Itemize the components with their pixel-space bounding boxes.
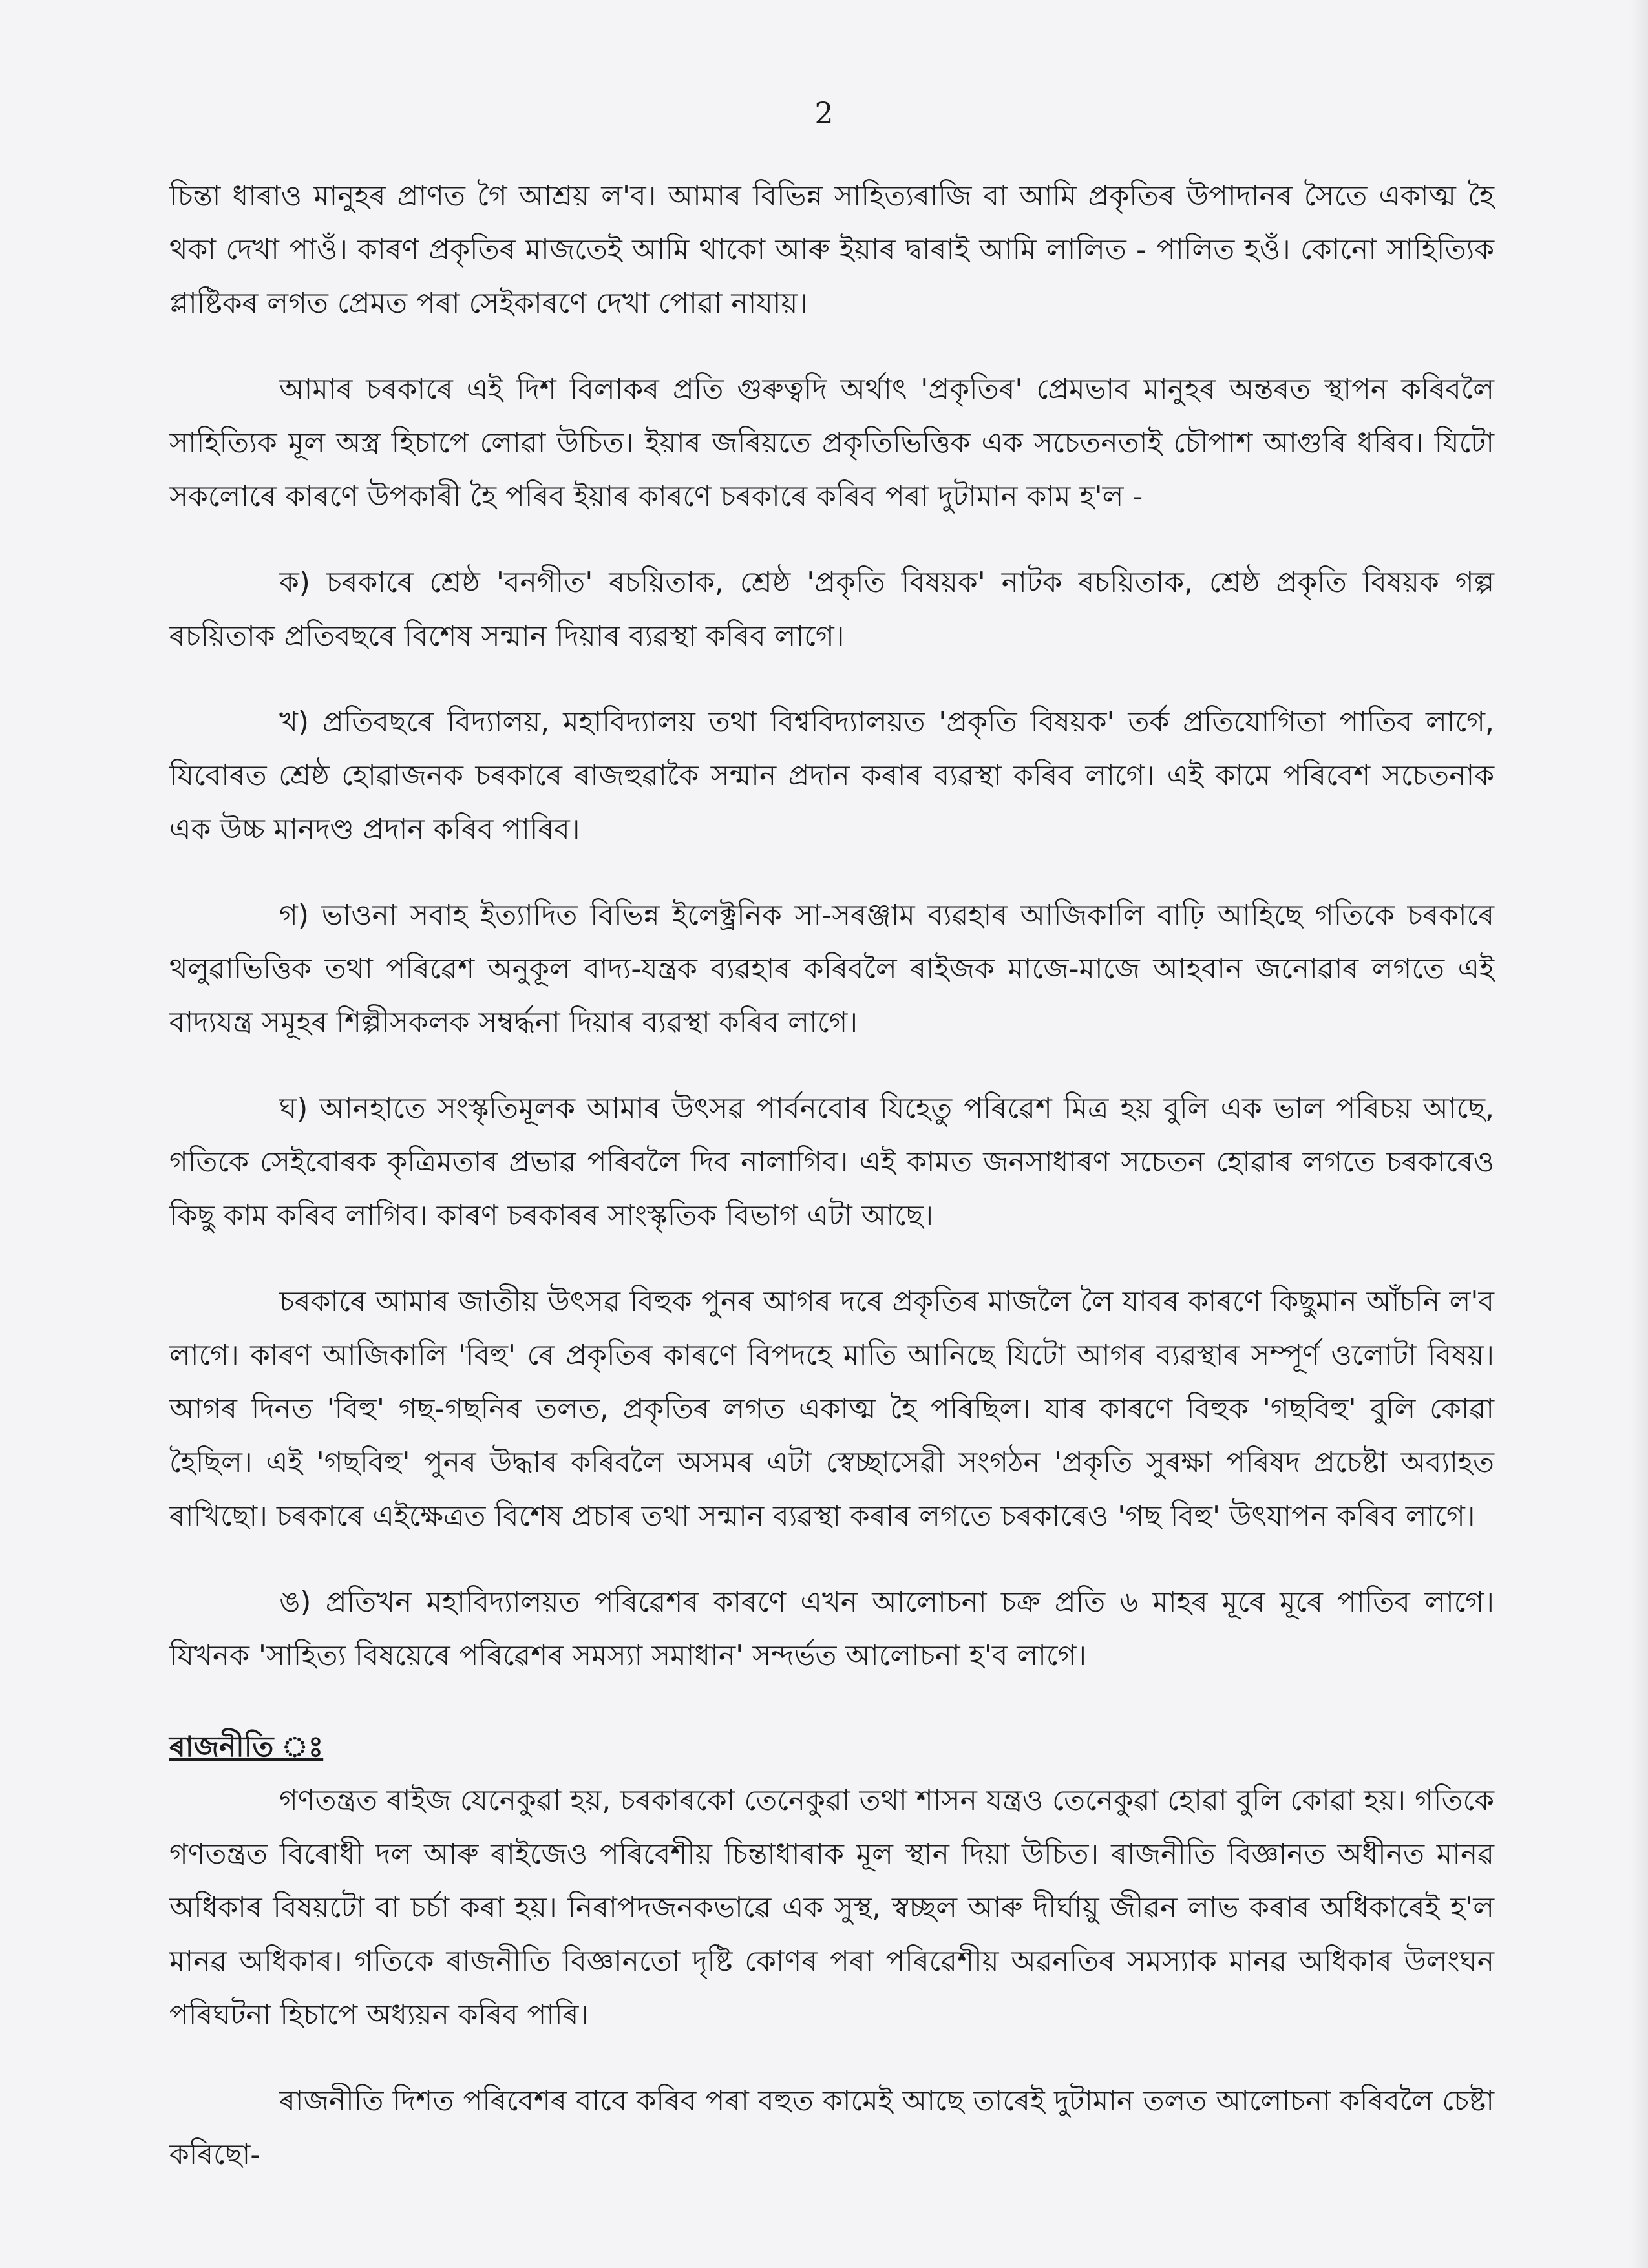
document-body xyxy=(169,169,1494,2181)
scan-shadow-edge xyxy=(1630,0,1648,2268)
paragraph-bihu: চৰকাৰে আমাৰ জাতীয় উৎসৱ বিহুক পুনৰ আগৰ দৰে প্ৰকৃতিৰ মাজলৈ লৈ যাবৰ কাৰণে কিছুমান আঁচনি ল'ব লাগে। কাৰণ আজিকালি 'বিহু' ৰে প্ৰকৃতিৰ কাৰণে বিপদহে মাতি আনিছে যিটো আগৰ ব্যৱস্থাৰ সম্পূৰ্ণ ওলোটা বিষয়। আগৰ দিনত 'বিহু' গছ-গছনিৰ তলত, প্ৰকৃতিৰ লগত একাত্ম হৈ পৰিছিল। যাৰ কাৰণে বিহুক 'গছবিহু' বুলি কোৱা হৈছিল। এই 'গছবিহু' পুনৰ উদ্ধাৰ কৰিবলৈ অসমৰ এটা স্বেচ্ছাসেৱী সংগঠন 'প্ৰকৃতি সুৰক্ষা পৰিষদ প্ৰচেষ্টা অব্যাহত ৰাখিছো। চৰকাৰে এইক্ষেত্ৰত বিশেষ প্ৰচাৰ তথা সন্মান ব্যৱস্থা কৰাৰ লগতে চৰকাৰেও 'গছ বিহু' উৎযাপন কৰিব লাগে। xyxy=(169,1285,1494,1533)
paragraph-government-role: আমাৰ চৰকাৰে এই দিশ বিলাকৰ প্ৰতি গুৰুত্বদি অৰ্থাৎ 'প্ৰকৃতিৰ' প্ৰেমভাব মানুহৰ অন্তৰত স্থাপন কৰিবলৈ সাহিত্যিক মূল অস্ত্ৰ হিচাপে লোৱা উচিত। ইয়াৰ জৰিয়তে প্ৰকৃতিভিত্তিক এক সচেতনতাই চৌপাশ আগুৰি ধৰিব। যিটো সকলোৰে কাৰণে উপকাৰী হৈ পৰিব ইয়াৰ কাৰণে চৰকাৰে কৰিব পৰা দুটামান কাম হ'ল - xyxy=(169,373,1494,513)
paragraph-politics-democracy: গণতন্ত্ৰত ৰাইজ যেনেকুৱা হয়, চৰকাৰকো তেনেকুৱা তথা শাসন যন্ত্ৰও তেনেকুৱা হোৱা বুলি কোৱা হয়। গতিকে গণতন্ত্ৰত বিৰোধী দল আৰু ৰাইজেও পৰিবেশীয় চিন্তাধাৰাক মূল স্থান দিয়া উচিত। ৰাজনীতি বিজ্ঞানত অধীনত মানৱ অধিকাৰ বিষয়টো বা চৰ্চা কৰা হয়। নিৰাপদজনকভাৱে এক সুস্থ, স্বচ্ছল আৰু দীৰ্ঘায়ু জীৱন লাভ কৰাৰ অধিকাৰেই হ'ল মানৱ অধিকাৰ। গতিকে ৰাজনীতি বিজ্ঞানতো দৃষ্টি কোণৰ পৰা পৰিৱেশীয় অৱনতিৰ সমস্যাক মানৱ অধিকাৰ উলংঘন পৰিঘটনা হিচাপে অধ্যয়ন কৰিব পাৰি। xyxy=(169,1784,1494,2032)
list-item-nga: ঙ) প্ৰতিখন মহাবিদ্যালয়ত পৰিৱেশৰ কাৰণে এখন আলোচনা চক্ৰ প্ৰতি ৬ মাহৰ মূৰে মূৰে পাতিব লাগে। যিখনক 'সাহিত্য বিষয়েৰে পৰিৱেশৰ সমস্যা সমাধান' সন্দৰ্ভত আলোচনা হ'ব লাগে। xyxy=(169,1586,1494,1672)
list-item-kha: খ) প্ৰতিবছৰে বিদ্যালয়, মহাবিদ্যালয় তথা বিশ্ববিদ্যালয়ত 'প্ৰকৃতি বিষয়ক' তৰ্ক প্ৰতিযোগিতা পাতিব লাগে, যিবোৰত শ্ৰেষ্ঠ হোৱাজনক চৰকাৰে ৰাজহুৱাকৈ সন্মান প্ৰদান কৰাৰ ব্যৱস্থা কৰিব লাগে। এই কামে পৰিবেশ সচেতনাক এক উচ্চ মানদণ্ড প্ৰদান কৰিব পাৰিব। xyxy=(169,706,1494,846)
paragraph-politics-closing: ৰাজনীতি দিশত পৰিবেশৰ বাবে কৰিব পৰা বহুত কামেই আছে তাৰেই দুটামান তলত আলোচনা কৰিবলৈ চেষ্টা কৰিছো- xyxy=(169,2084,1494,2171)
list-item-ka: ক) চৰকাৰে শ্ৰেষ্ঠ 'বনগীত' ৰচয়িতাক, শ্ৰেষ্ঠ 'প্ৰকৃতি বিষয়ক' নাটক ৰচয়িতাক, শ্ৰেষ্ঠ প্ৰকৃতি বিষয়ক গল্প ৰচয়িতাক প্ৰতিবছৰে বিশেষ সন্মান দিয়াৰ ব্যৱস্থা কৰিব লাগে। xyxy=(169,566,1494,653)
paragraph-intro-continuation: চিন্তা ধাৰাও মানুহৰ প্ৰাণত গৈ আশ্ৰয় ল'ব। আমাৰ বিভিন্ন সাহিত্যৰাজি বা আমি প্ৰকৃতিৰ উপাদানৰ সৈতে একাত্ম হৈ থকা দেখা পাওঁ। কাৰণ প্ৰকৃতিৰ মাজতেই আমি থাকো আৰু ইয়াৰ দ্বাৰাই আমি লালিত - পালিত হওঁ। কোনো সাহিত্যিক প্লাষ্টিকৰ লগত প্ৰেমত পৰা সেইকাৰণে দেখা পোৱা নাযায়। xyxy=(169,180,1494,320)
list-item-ga: গ) ভাওনা সবাহ ইত্যাদিত বিভিন্ন ইলেক্ট্ৰনিক সা-সৰঞ্জাম ব্যৱহাৰ আজিকালি বাঢ়ি আহিছে গতিকে চৰকাৰে থলুৱাভিত্তিক তথা পৰিৱেশ অনুকূল বাদ্য-যন্ত্ৰক ব্যৱহাৰ কৰিবলৈ ৰাইজক মাজে-মাজে আহবান জনোৱাৰ লগতে এই বাদ্যযন্ত্ৰ সমূহৰ শিল্পীসকলক সম্বৰ্দ্ধনা দিয়াৰ ব্যৱস্থা কৰিব লাগে। xyxy=(169,899,1494,1039)
section-heading-politics: ৰাজনীতি ঃ xyxy=(169,1730,324,1763)
list-item-gha: ঘ) আনহাতে সংস্কৃতিমূলক আমাৰ উৎসৱ পাৰ্বনবোৰ যিহেতু পৰিৱেশ মিত্ৰ হয় বুলি এক ভাল পৰিচয় আছে, গতিকে সেইবোৰক কৃত্ৰিমতাৰ প্ৰভাৱ পৰিবলৈ দিব নালাগিব। এই কামত জনসাধাৰণ সচেতন হোৱাৰ লগতে চৰকাৰেও কিছু কাম কৰিব লাগিব। কাৰণ চৰকাৰৰ সাংস্কৃতিক বিভাগ এটা আছে। xyxy=(169,1092,1494,1232)
page-number: 2 xyxy=(814,96,834,131)
